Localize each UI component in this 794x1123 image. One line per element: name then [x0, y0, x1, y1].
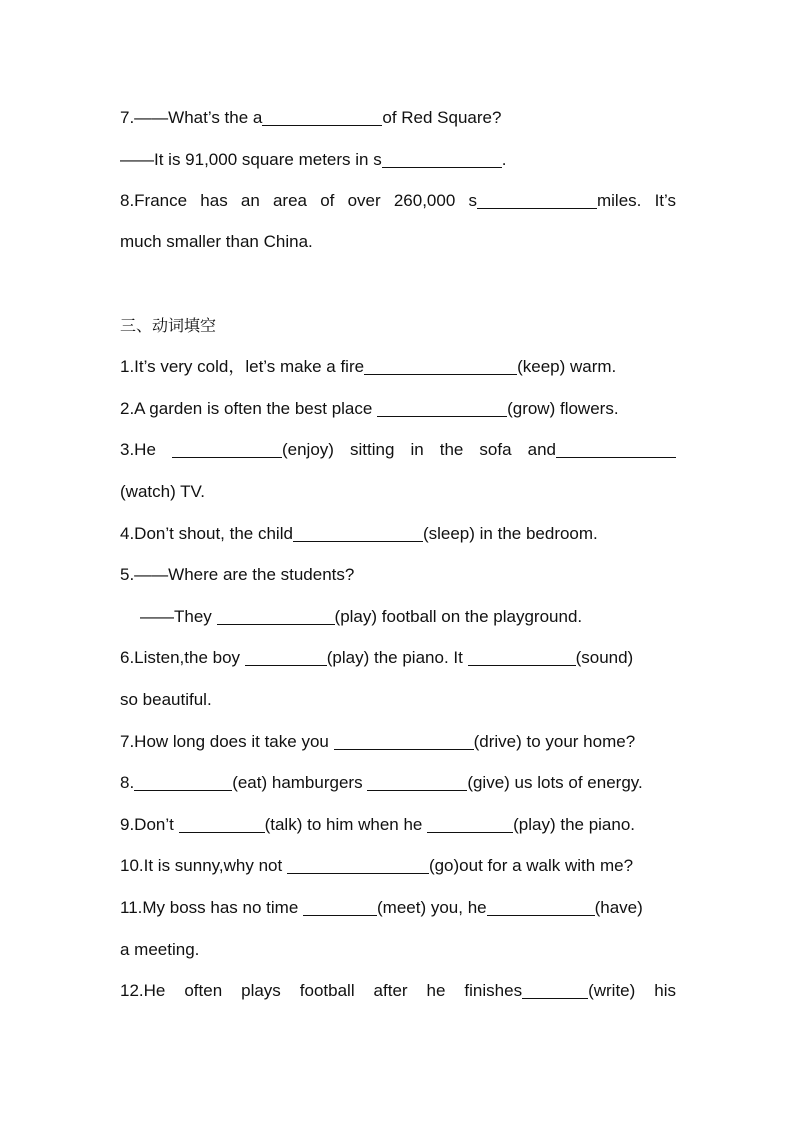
question-text: ——It is 91,000 square meters in s: [120, 150, 382, 169]
answer-blank[interactable]: [364, 357, 517, 375]
question-text: (keep) warm.: [517, 357, 617, 376]
verb-question-3: [120, 439, 676, 461]
question-text: so beautiful.: [120, 690, 212, 709]
answer-blank[interactable]: [262, 108, 382, 126]
question-text: (write) his: [588, 981, 676, 1000]
verb-question-6-cont: [120, 689, 212, 711]
verb-question-2: [120, 398, 619, 420]
question-text: (drive) to your home?: [473, 732, 636, 751]
question-text: 4.Don’t shout, the child: [120, 524, 293, 543]
vocab-answer-7: [120, 149, 506, 171]
question-text: 7.How long does it take you: [120, 732, 334, 751]
question-text: miles. It’s: [596, 191, 676, 210]
verb-question-4: [120, 523, 598, 545]
question-text: 10.It is sunny,why not: [120, 856, 287, 875]
answer-blank[interactable]: [377, 399, 507, 417]
question-text: .: [501, 150, 507, 169]
question-text: 8.: [120, 773, 135, 792]
verb-question-8: [120, 772, 643, 794]
question-text: 6.Listen,the boy: [120, 648, 245, 667]
question-text: 12.He often plays football after he finishes: [120, 981, 523, 1000]
answer-blank[interactable]: [134, 773, 232, 791]
answer-blank[interactable]: [245, 648, 327, 666]
verb-question-6: [120, 647, 633, 669]
answer-blank[interactable]: [217, 607, 335, 625]
question-text: 11.My boss has no time: [120, 898, 303, 917]
question-text: (sound): [575, 648, 634, 667]
verb-question-3-cont: [120, 481, 205, 503]
question-text: 9.Don’t: [120, 815, 179, 834]
question-text: 7.——What’s the a: [120, 108, 263, 127]
answer-blank[interactable]: [522, 981, 588, 999]
question-text: (play) the piano.: [513, 815, 636, 834]
answer-blank[interactable]: [334, 732, 474, 750]
question-text: (play) the piano. It: [326, 648, 468, 667]
question-text: ——They: [140, 607, 217, 626]
answer-blank[interactable]: [382, 150, 502, 168]
question-text: (have): [594, 898, 643, 917]
question-text: (eat) hamburgers: [232, 773, 368, 792]
question-text: (meet) you, he: [377, 898, 487, 917]
question-text: (go)out for a walk with me?: [428, 856, 634, 875]
answer-blank[interactable]: [303, 898, 377, 916]
question-text: (talk) to him when he: [264, 815, 428, 834]
verb-question-9: [120, 814, 635, 836]
answer-blank[interactable]: [287, 856, 429, 874]
answer-blank[interactable]: [172, 440, 282, 458]
question-text: 2.A garden is often the best place: [120, 399, 378, 418]
question-text: a meeting.: [120, 940, 200, 959]
answer-blank[interactable]: [179, 815, 265, 833]
question-text: (watch) TV.: [120, 482, 206, 501]
verb-question-10: [120, 855, 633, 877]
question-text: 8.France has an area of over 260,000 s: [120, 191, 477, 210]
verb-question-7: [120, 731, 635, 753]
verb-question-11: [120, 897, 643, 919]
vocab-question-8-cont: [120, 231, 313, 253]
answer-blank[interactable]: [468, 648, 576, 666]
verb-question-5-answer: [140, 606, 582, 628]
verb-question-5: [120, 564, 354, 586]
question-text: 3.He: [120, 440, 172, 459]
question-text: (grow) flowers.: [507, 399, 619, 418]
question-text: much smaller than China.: [120, 232, 313, 251]
question-text: 5.——Where are the students?: [120, 565, 355, 584]
answer-blank[interactable]: [427, 815, 513, 833]
answer-blank[interactable]: [367, 773, 467, 791]
question-text: (give) us lots of energy.: [467, 773, 643, 792]
question-text: of Red Square?: [382, 108, 502, 127]
question-text: (enjoy) sitting in the sofa and: [281, 440, 556, 459]
answer-blank[interactable]: [487, 898, 595, 916]
answer-blank[interactable]: [556, 440, 676, 458]
section-heading: 三、动词填空: [120, 316, 217, 335]
question-text: (play) football on the playground.: [334, 607, 583, 626]
verb-question-12: [120, 980, 676, 1002]
question-text: (sleep) in the bedroom.: [422, 524, 598, 543]
question-text: 1.It’s very cold，let’s make a fire: [120, 357, 365, 376]
vocab-question-8: [120, 190, 676, 212]
answer-blank[interactable]: [477, 191, 597, 209]
vocab-question-7: [120, 107, 501, 129]
answer-blank[interactable]: [293, 524, 423, 542]
verb-question-11-cont: [120, 939, 199, 961]
verb-question-1: [120, 356, 616, 378]
